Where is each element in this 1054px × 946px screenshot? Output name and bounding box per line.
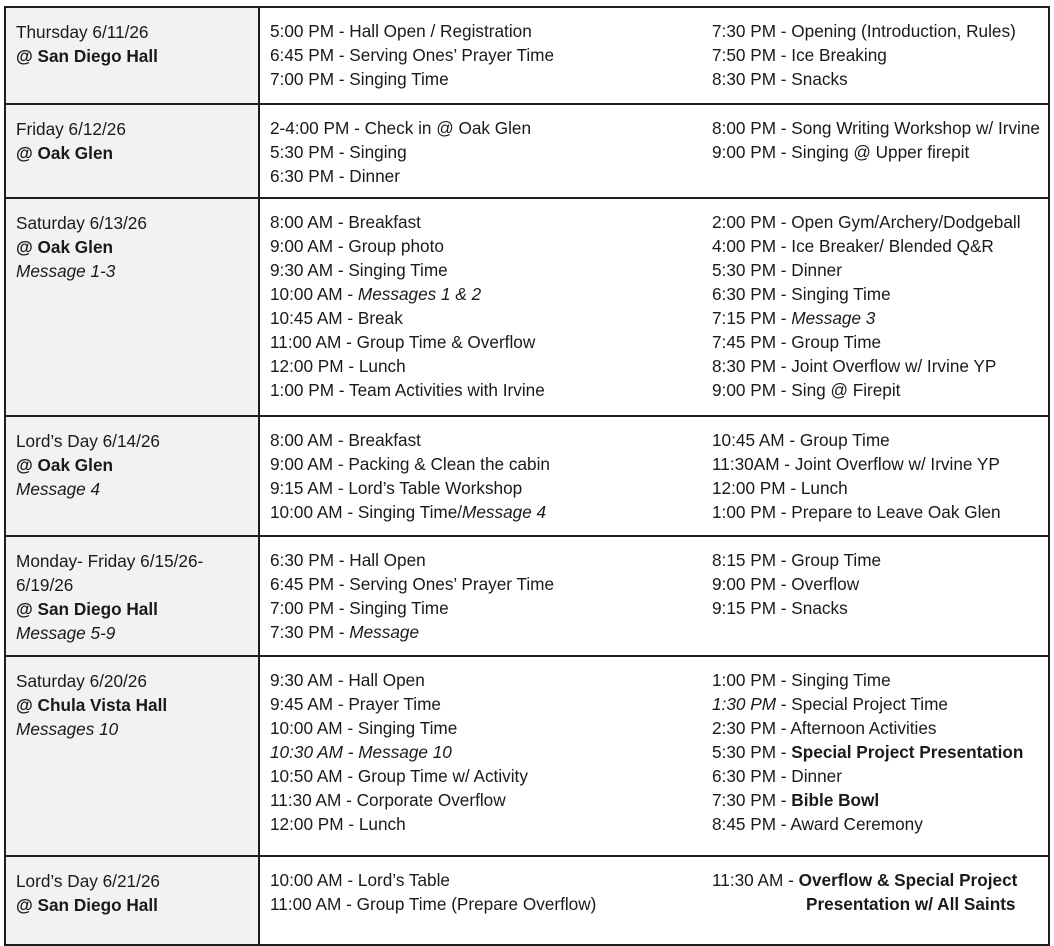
location-label: @ San Diego Hall — [16, 599, 158, 619]
day-label: Monday- Friday 6/15/26- — [16, 551, 204, 571]
day-cell — [5, 656, 259, 856]
events-column-right — [712, 668, 1048, 836]
event-line: 9:00 PM - Sing @ Firepit — [712, 380, 901, 400]
event-line: 10:30 AM - Message 10 — [270, 742, 452, 762]
event-line: 11:00 AM - Group Time & Overflow — [270, 332, 536, 352]
event-line: 5:30 PM - Special Project Presentation — [712, 742, 1024, 762]
schedule-table — [4, 6, 1050, 946]
event-line: 10:00 AM - Lord’s Table — [270, 870, 450, 890]
event-line: 12:00 PM - Lunch — [712, 478, 848, 498]
day-cell — [5, 856, 259, 945]
day-label: Lord’s Day 6/14/26 — [16, 431, 160, 451]
events-column-right — [712, 868, 1048, 916]
event-line: 12:00 PM - Lunch — [270, 814, 406, 834]
events-column-left — [270, 19, 712, 91]
location-label: @ Chula Vista Hall — [16, 695, 168, 715]
event-line: 7:30 PM - Bible Bowl — [712, 790, 880, 810]
events-cell — [259, 656, 1049, 856]
event-line: 9:15 PM - Snacks — [712, 598, 848, 618]
event-line: 8:45 PM - Award Ceremony — [712, 814, 923, 834]
event-line: 6:45 PM - Serving Ones’ Prayer Time — [270, 574, 555, 594]
schedule-row-saturday-oak-glen — [5, 198, 1049, 416]
event-line: 8:30 PM - Snacks — [712, 69, 848, 89]
events-cell — [259, 416, 1049, 536]
event-line: 2:00 PM - Open Gym/Archery/Dodgeball — [712, 212, 1021, 232]
schedule-row-weekdays — [5, 536, 1049, 656]
event-line: 6:45 PM - Serving Ones’ Prayer Time — [270, 45, 555, 65]
location-label: @ Oak Glen — [16, 143, 113, 163]
events-column-right — [712, 210, 1048, 402]
event-line: 7:00 PM - Singing Time — [270, 69, 449, 89]
day-label-continued: 6/19/26 — [16, 575, 74, 595]
event-line: 11:30 AM - Corporate Overflow — [270, 790, 506, 810]
event-line: 9:00 AM - Group photo — [270, 236, 444, 256]
events-cell — [259, 536, 1049, 656]
event-line: 9:30 AM - Hall Open — [270, 670, 425, 690]
event-line: 10:45 AM - Break — [270, 308, 403, 328]
event-line: 7:30 PM - Opening (Introduction, Rules) — [712, 21, 1016, 41]
events-column-right — [712, 116, 1048, 188]
event-line: 12:00 PM - Lunch — [270, 356, 406, 376]
events-column-left — [270, 868, 712, 916]
location-label: @ Oak Glen — [16, 237, 113, 257]
event-line: 7:50 PM - Ice Breaking — [712, 45, 887, 65]
event-line: 7:00 PM - Singing Time — [270, 598, 449, 618]
events-column-right — [712, 19, 1048, 91]
day-label: Friday 6/12/26 — [16, 119, 126, 139]
event-line: 8:00 AM - Breakfast — [270, 430, 421, 450]
event-line: 8:15 PM - Group Time — [712, 550, 882, 570]
event-line: 5:30 PM - Singing — [270, 142, 407, 162]
event-line: 1:00 PM - Team Activities with Irvine — [270, 380, 545, 400]
event-line: 10:45 AM - Group Time — [712, 430, 890, 450]
events-cell — [259, 104, 1049, 198]
event-line: 7:45 PM - Group Time — [712, 332, 882, 352]
event-line: 1:30 PM - Special Project Time — [712, 694, 948, 714]
event-line: 11:30AM - Joint Overflow w/ Irvine YP — [712, 454, 1000, 474]
event-line: 7:15 PM - Message 3 — [712, 308, 876, 328]
day-cell — [5, 416, 259, 536]
location-label: @ San Diego Hall — [16, 46, 158, 66]
events-column-left — [270, 548, 712, 644]
event-line: 2-4:00 PM - Check in @ Oak Glen — [270, 118, 532, 138]
day-label: Thursday 6/11/26 — [16, 22, 149, 42]
events-column-left — [270, 210, 712, 402]
events-column-left — [270, 668, 712, 836]
schedule-row-thursday — [5, 7, 1049, 104]
event-line: 10:00 AM - Singing Time/Message 4 — [270, 502, 547, 522]
message-label: Messages 10 — [16, 719, 119, 739]
location-label: @ Oak Glen — [16, 455, 113, 475]
day-cell — [5, 7, 259, 104]
events-column-left — [270, 428, 712, 524]
event-line: 10:50 AM - Group Time w/ Activity — [270, 766, 528, 786]
event-line: 4:00 PM - Ice Breaker/ Blended Q&R — [712, 236, 994, 256]
event-line: 11:00 AM - Group Time (Prepare Overflow) — [270, 894, 597, 914]
event-line: 8:30 PM - Joint Overflow w/ Irvine YP — [712, 356, 997, 376]
schedule-row-lords-day-san-diego — [5, 856, 1049, 945]
event-line: 6:30 PM - Singing Time — [712, 284, 891, 304]
event-line: 1:00 PM - Singing Time — [712, 670, 891, 690]
events-column-right — [712, 548, 1048, 644]
schedule-row-lords-day-oak-glen — [5, 416, 1049, 536]
event-line: 6:30 PM - Dinner — [712, 766, 842, 786]
message-label: Message 5-9 — [16, 623, 116, 643]
event-line: 9:00 AM - Packing & Clean the cabin — [270, 454, 550, 474]
message-label: Message 1-3 — [16, 261, 116, 281]
event-line: 8:00 AM - Breakfast — [270, 212, 421, 232]
message-label: Message 4 — [16, 479, 101, 499]
event-line: 10:00 AM - Messages 1 & 2 — [270, 284, 482, 304]
day-label: Saturday 6/20/26 — [16, 671, 147, 691]
event-line: 5:00 PM - Hall Open / Registration — [270, 21, 532, 41]
events-column-left — [270, 116, 712, 188]
location-label: @ San Diego Hall — [16, 895, 158, 915]
event-line: 6:30 PM - Dinner — [270, 166, 400, 186]
event-line: 7:30 PM - Message — [270, 622, 420, 642]
day-cell — [5, 198, 259, 416]
event-line: 6:30 PM - Hall Open — [270, 550, 426, 570]
event-line: 2:30 PM - Afternoon Activities — [712, 718, 937, 738]
day-label: Lord’s Day 6/21/26 — [16, 871, 160, 891]
event-line: 9:30 AM - Singing Time — [270, 260, 448, 280]
events-cell — [259, 198, 1049, 416]
event-line: 9:00 PM - Overflow — [712, 574, 860, 594]
day-label: Saturday 6/13/26 — [16, 213, 147, 233]
event-line-continued: Presentation w/ All Saints — [806, 894, 1016, 914]
event-line: 9:45 AM - Prayer Time — [270, 694, 441, 714]
event-line: 9:00 PM - Singing @ Upper firepit — [712, 142, 970, 162]
event-line: 8:00 PM - Song Writing Workshop w/ Irvine — [712, 118, 1040, 138]
events-cell — [259, 856, 1049, 945]
schedule-row-saturday-chula-vista — [5, 656, 1049, 856]
schedule-row-friday — [5, 104, 1049, 198]
event-line: 1:00 PM - Prepare to Leave Oak Glen — [712, 502, 1001, 522]
events-cell — [259, 7, 1049, 104]
event-line: 10:00 AM - Singing Time — [270, 718, 458, 738]
event-line: 9:15 AM - Lord’s Table Workshop — [270, 478, 523, 498]
day-cell — [5, 536, 259, 656]
day-cell — [5, 104, 259, 198]
events-column-right — [712, 428, 1048, 524]
event-line: 11:30 AM - Overflow & Special Project — [712, 870, 1018, 890]
event-line: 5:30 PM - Dinner — [712, 260, 842, 280]
